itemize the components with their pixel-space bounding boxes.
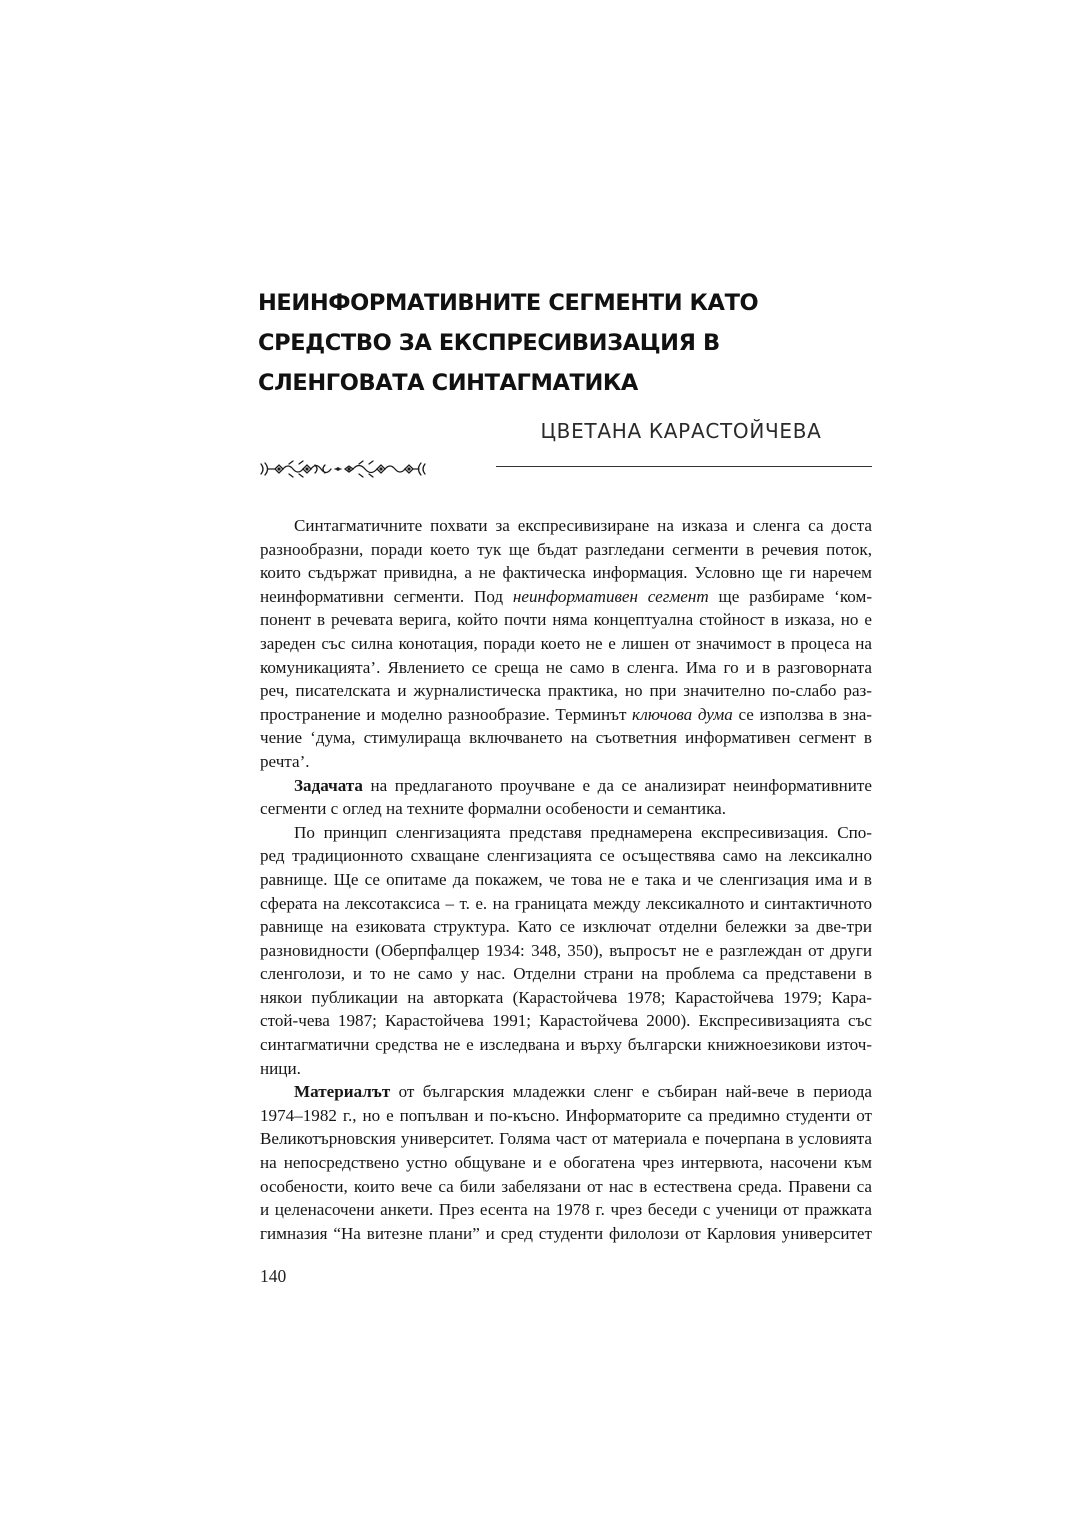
text-run: гимназия “На витезне плани” и сред студенти филолози от Карловия университет xyxy=(260,1223,872,1243)
text-line xyxy=(260,1151,872,1175)
text-line xyxy=(260,844,872,868)
text-line xyxy=(260,868,872,892)
author-underline xyxy=(496,466,872,467)
decorative-ornament-icon xyxy=(259,458,427,480)
text-run: равнище. Ще се опитаме да покажем, че това не е така и че сленгизация има и в xyxy=(260,869,872,889)
author-name: ЦВЕТАНА КАРАСТОЙЧЕВА xyxy=(540,419,822,443)
text-line xyxy=(260,561,872,585)
text-line xyxy=(260,514,872,538)
text-line xyxy=(260,1198,872,1222)
text-run: зареден със силна конотация, поради което не е лишен от значимост в процеса на xyxy=(260,633,872,653)
text-run: неинформативен сегмент xyxy=(512,586,709,606)
article-body xyxy=(260,514,872,1245)
text-line xyxy=(260,1127,872,1151)
text-run: сегменти с оглед на техните формални особености и семантика. xyxy=(260,799,727,819)
text-run: особености, които вече са били забелязани от нас в естествена среда. Правени са xyxy=(260,1176,872,1196)
text-run: от българския младежки сленг е събиран най-вече в периода xyxy=(398,1082,872,1102)
text-run: пространение и моделно разнообразие. Терминът xyxy=(260,704,627,724)
text-run: ключова дума xyxy=(632,704,733,724)
text-line xyxy=(260,1057,872,1081)
text-run: чение ‘дума, стимулираща включването на съответния информативен сегмент в xyxy=(260,728,872,748)
text-run: равнище на езиковата структура. Като се изключат отделни бележки за две-три xyxy=(260,917,872,937)
text-run: понент в речевата верига, който почти няма концептуална стойност в изказа, но е xyxy=(260,610,872,630)
text-line xyxy=(260,1080,872,1104)
text-line xyxy=(260,750,872,774)
text-run: разновидности (Оберпфалцер 1934: 348, 350), въпросът не е разглеждан от други xyxy=(260,940,872,960)
text-run: По принцип сленгизацията представя преднамерена експресивизация. Спо- xyxy=(294,822,872,842)
text-line xyxy=(260,986,872,1010)
text-run: на непосредствено устно общуване и е обогатена чрез интервюта, насочени към xyxy=(260,1153,872,1173)
text-run: Синтагматичните похвати за експресивизиране на изказа и сленга са доста xyxy=(294,516,872,535)
title-line: СРЕДСТВО ЗА ЕКСПРЕСИВИЗАЦИЯ В xyxy=(258,330,720,356)
text-line xyxy=(260,632,872,656)
text-line xyxy=(260,892,872,916)
text-line xyxy=(260,915,872,939)
text-run: и целенасочени анкети. През есента на 1978 г. чрез беседи с ученици от пражката xyxy=(260,1200,872,1220)
text-line xyxy=(260,1175,872,1199)
text-run: речта’. xyxy=(260,751,310,771)
text-run: комуникацията’. Явлението се среща не само в сленга. Има го и в разговорната xyxy=(260,657,872,677)
text-run: които съдържат привидна, а не фактическа информация. Условно ще ги наречем xyxy=(260,563,872,583)
text-line xyxy=(260,679,872,703)
text-line xyxy=(260,538,872,562)
text-line xyxy=(260,939,872,963)
text-run: ще разбираме ‘ком- xyxy=(718,586,873,606)
text-run: на предлаганото проучване е да се анализират неинформативните xyxy=(370,775,872,795)
text-run: Материалът xyxy=(294,1082,391,1102)
text-line xyxy=(260,585,872,609)
text-line xyxy=(260,703,872,727)
text-line xyxy=(260,1104,872,1128)
text-line xyxy=(260,608,872,632)
text-line xyxy=(260,1009,872,1033)
text-run: някои публикации на авторката (Карастойчева 1978; Карастойчева 1979; Кара- xyxy=(260,987,872,1007)
title-line: НЕИНФОРМАТИВНИТЕ СЕГМЕНТИ КАТО xyxy=(258,290,759,316)
page-number: 140 xyxy=(260,1266,287,1286)
text-line xyxy=(260,797,872,821)
text-run: сферата на лексотаксиса – т. е. на границата между лексикалното и синтактичното xyxy=(260,893,872,913)
text-run: синтагматични средства не е изследвана и върху български книжноезикови източ- xyxy=(260,1035,872,1055)
text-run: сленголози, и то не само у нас. Отделни страни на проблема са представени в xyxy=(260,964,872,984)
text-line xyxy=(260,821,872,845)
text-run: Великотърновския университет. Голяма част от материала е почерпана в условията xyxy=(260,1129,872,1149)
text-run: реч, писателската и журналистическа практика, но при значително по-слабо раз- xyxy=(260,681,872,701)
text-line xyxy=(260,1222,872,1246)
text-run: стой-чева 1987; Карастойчева 1991; Карастойчева 2000). Експресивизацията със xyxy=(260,1011,872,1031)
text-run: ред традиционното схващане сленгизацията се осъществява само на лексикално xyxy=(260,846,872,866)
text-line xyxy=(260,774,872,798)
text-run: се използва в зна- xyxy=(738,704,872,724)
text-run: неинформативни сегменти. Под xyxy=(260,586,504,606)
article-title xyxy=(258,283,898,403)
text-run: разнообразни, поради което тук ще бъдат разгледани сегменти в речевия поток, xyxy=(260,539,872,559)
text-line xyxy=(260,962,872,986)
text-run: 1974–1982 г., но е попълван и по-късно. Информаторите са предимно студенти от xyxy=(260,1105,872,1125)
text-line xyxy=(260,1033,872,1057)
title-line: СЛЕНГОВАТА СИНТАГМАТИКА xyxy=(258,370,638,396)
text-run: Задачата xyxy=(294,775,363,795)
text-line xyxy=(260,726,872,750)
text-line xyxy=(260,656,872,680)
text-run: ници. xyxy=(260,1058,301,1078)
